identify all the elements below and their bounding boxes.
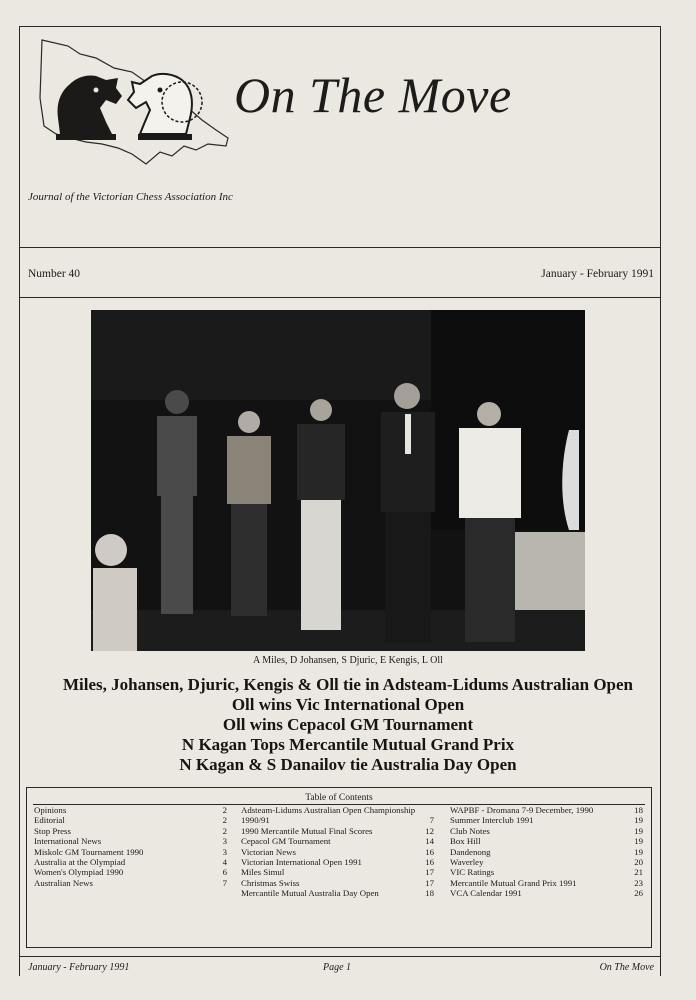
toc-entry[interactable]: Miles Simul 17 bbox=[241, 867, 434, 878]
cover-photo bbox=[91, 310, 585, 651]
toc-entry[interactable]: Women's Olympiad 1990 6 bbox=[34, 867, 227, 878]
toc-entry[interactable]: Adsteam-Lidums Australian Open Championship bbox=[241, 805, 416, 815]
frame-top-rule bbox=[19, 26, 661, 27]
toc-entry[interactable]: VCA Calendar 1991 26 bbox=[450, 888, 643, 899]
footer-title: On The Move bbox=[599, 962, 654, 973]
toc-entry[interactable]: Summer Interclub 1991 19 bbox=[450, 815, 643, 826]
dark-knight-icon bbox=[58, 75, 123, 134]
toc-title: Table of Contents bbox=[305, 793, 373, 803]
toc-entry[interactable]: Waverley 20 bbox=[450, 856, 643, 867]
footer-divider bbox=[19, 956, 661, 957]
toc-column-3 bbox=[450, 805, 643, 899]
toc-entry[interactable]: VIC Ratings 21 bbox=[450, 867, 643, 878]
toc-entry[interactable]: Australian News 7 bbox=[34, 877, 227, 888]
toc-entry[interactable]: Victorian International Open 1991 16 bbox=[241, 856, 434, 867]
person-figure-2 bbox=[227, 411, 271, 616]
issue-number: Number 40 bbox=[28, 268, 81, 280]
footer-date: January - February 1991 bbox=[28, 962, 130, 973]
header-divider bbox=[19, 247, 661, 248]
toc-entry[interactable]: Opinions 2 bbox=[34, 805, 227, 815]
headline: N Kagan Tops Mercantile Mutual Grand Prix bbox=[181, 735, 515, 754]
toc-entry[interactable]: Dandenong 19 bbox=[450, 846, 643, 857]
photo-caption: A Miles, D Johansen, S Djuric, E Kengis, L Oll bbox=[253, 655, 443, 666]
headline: N Kagan & S Danailov tie Australia Day Open bbox=[179, 755, 517, 774]
headline-list bbox=[0, 675, 696, 775]
toc-column-2 bbox=[241, 805, 434, 899]
toc-entry[interactable]: Victorian News 16 bbox=[241, 846, 434, 857]
toc-entry[interactable]: International News 3 bbox=[34, 836, 227, 847]
toc-entry[interactable]: Miskolc GM Tournament 1990 3 bbox=[34, 846, 227, 857]
issue-date: January - February 1991 bbox=[541, 268, 654, 280]
toc-column-1 bbox=[34, 805, 227, 888]
person-figure-1 bbox=[157, 390, 197, 614]
person-figure-4 bbox=[381, 383, 435, 642]
headline: Oll wins Vic International Open bbox=[231, 695, 465, 714]
table-of-contents bbox=[26, 787, 652, 948]
toc-entry[interactable]: Club Notes 19 bbox=[450, 825, 643, 836]
toc-entry[interactable]: 1990/91 7 bbox=[241, 815, 434, 826]
toc-entry[interactable]: Cepacol GM Tournament 14 bbox=[241, 836, 434, 847]
masthead-subtitle: Journal of the Victorian Chess Association Inc bbox=[28, 191, 233, 203]
toc-entry[interactable]: Christmas Swiss 17 bbox=[241, 877, 434, 888]
frame-left-rule bbox=[19, 26, 20, 976]
headline: Oll wins Cepacol GM Tournament bbox=[222, 715, 474, 734]
toc-entry[interactable]: 1990 Mercantile Mutual Final Scores 12 bbox=[241, 825, 434, 836]
headline: Miles, Johansen, Djuric, Kengis & Oll tie in Adsteam-Lidums Australian Open bbox=[62, 675, 633, 694]
toc-entry[interactable]: Stop Press 2 bbox=[34, 825, 227, 836]
masthead-title: On The Move bbox=[234, 67, 512, 123]
toc-entry[interactable]: WAPBF - Dromana 7-9 December, 1990 18 bbox=[450, 805, 643, 815]
toc-entry[interactable]: Editorial 2 bbox=[34, 815, 227, 826]
issue-divider bbox=[19, 297, 661, 298]
toc-entry[interactable]: Mercantile Mutual Australia Day Open 18 bbox=[241, 888, 434, 899]
light-knight-icon bbox=[128, 74, 192, 134]
frame-right-rule bbox=[660, 26, 661, 976]
footer-page-number: Page 1 bbox=[323, 962, 352, 973]
toc-entry[interactable]: Australia at the Olympiad 4 bbox=[34, 856, 227, 867]
chess-knights-map-logo bbox=[36, 38, 236, 180]
toc-entry[interactable]: Box Hill 19 bbox=[450, 836, 643, 847]
person-figure-5 bbox=[459, 402, 521, 642]
person-figure-3 bbox=[297, 399, 345, 630]
toc-entry[interactable]: Mercantile Mutual Grand Prix 1991 23 bbox=[450, 877, 643, 888]
